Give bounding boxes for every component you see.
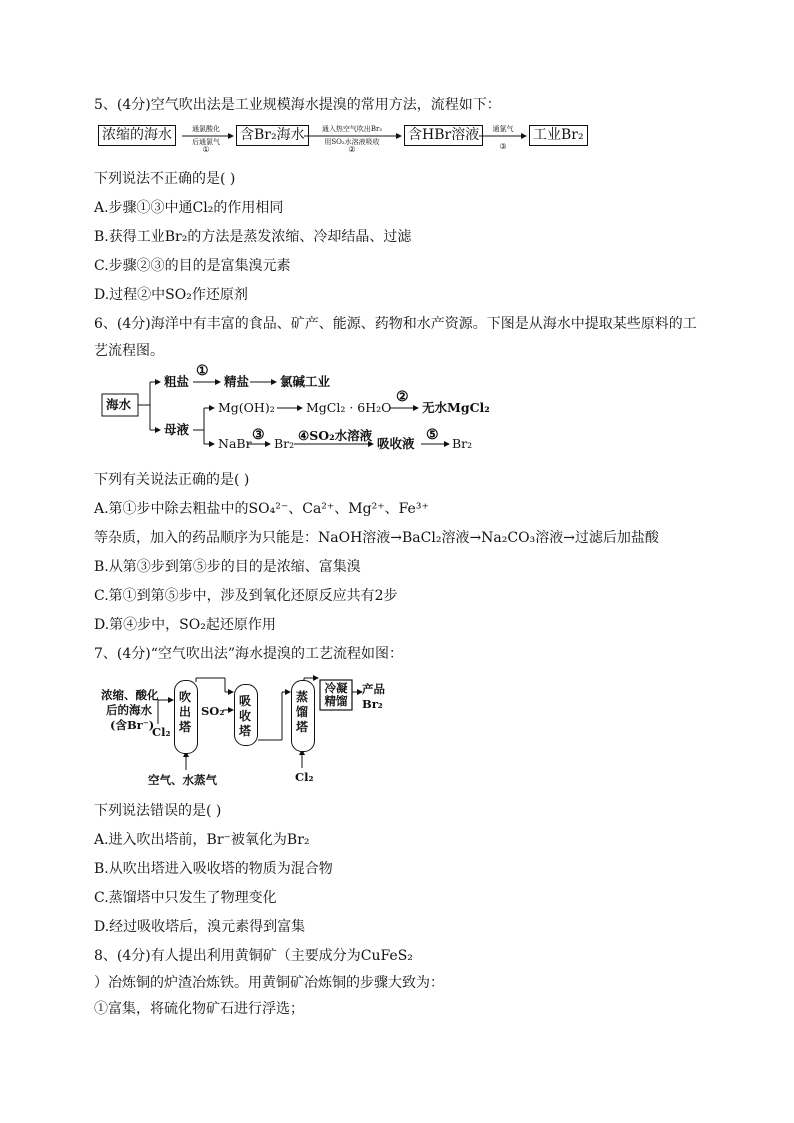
q5-arrow3-top: 通氯气 [492,125,514,133]
q5-option-c: C.步骤②③的目的是富集溴元素 [94,258,291,274]
q8-line3: ①富集，将硫化物矿石进行浮选； [94,1001,304,1017]
q8-line1: 8、(4分)有人提出利用黄铜矿（主要成分为CuFeS₂ [94,948,413,964]
q5-arrow1-top: 通氯酸化 [192,125,220,133]
q6-absorbent: 吸收液 [377,436,415,451]
q6-anhydrous-mgcl2: 无水MgCl₂ [422,400,490,415]
q5-stem: 5、(4分)空气吹出法是工业规模海水提溴的常用方法，流程如下： [94,97,501,113]
q6-seawater: 海水 [106,397,132,412]
q6-option-b: B.从第③步到第⑤步的目的是浓缩、富集溴 [94,559,361,575]
q6-step2: ② [396,389,409,405]
q6-stem-line1: 6、(4分)海洋中有丰富的食品、矿产、能源、药物和水产资源。下图是从海水中提取某些原料的工 [94,316,697,332]
q5-arrow2-bottom: 用SO₂水溶液吸收 [324,138,380,146]
q6-mgoh2: Mg(OH)₂ [218,400,275,415]
q5-box-concentrated-seawater: 浓缩的海水 [98,125,176,146]
q7-feed-line3: (含Br⁻) [110,718,155,732]
q6-option-a-line1: A.第①步中除去粗盐中的SO₄²⁻、Ca²⁺、Mg²⁺、Fe³⁺ [94,501,429,517]
q7-option-d: D.经过吸收塔后，溴元素得到富集 [94,919,306,935]
q7-condense-label: 冷凝精馏 [324,681,348,708]
q6-stem-line2: 艺流程图。 [94,343,164,359]
q7-option-a: A.进入吹出塔前，Br⁻被氧化为Br₂ [94,832,310,848]
q7-prompt: 下列说法错误的是( ) [94,803,222,819]
q6-step5: ⑤ [426,427,439,443]
q7-so2: SO₂ [201,704,225,718]
q7-option-c: C.蒸馏塔中只发生了物理变化 [94,890,277,906]
q7-air-steam: 空气、水蒸气 [148,773,217,787]
q6-option-a-line2: 等杂质，加入的药品顺序为只能是：NaOH溶液→BaCl₂溶液→Na₂CO₃溶液→过滤后加盐酸 [94,530,659,546]
q5-box-br2-seawater: 含Br₂海水 [236,125,309,146]
q6-option-d: D.第④步中，SO₂起还原作用 [94,617,276,633]
q6-step1: ① [196,363,209,379]
q8-line2: ）冶炼铜的炉渣冶炼铁。用黄铜矿冶炼铜的步骤大致为： [94,975,444,991]
q5-flow-arrows [0,0,794,160]
q7-product-line2: Br₂ [362,697,383,711]
q5-arrow1-step: ① [202,145,210,154]
q5-box-industrial-br2: 工业Br₂ [529,125,588,146]
q6-nabr: NaBr [218,436,252,451]
q7-tower-distill-label: 蒸馏塔 [295,690,308,734]
q6-br2-a: Br₂ [274,436,295,451]
q5-arrow2-top: 通入热空气吹出Br₂ [321,125,383,133]
q7-stem: 7、(4分)“空气吹出法”海水提溴的工艺流程如图： [94,646,404,662]
q5-prompt: 下列说法不正确的是( ) [94,171,236,187]
q6-chlor-alkali: 氯碱工业 [280,374,331,389]
q6-mother-liquor: 母液 [164,422,190,437]
q7-tower-blowout-label: 吹出塔 [178,690,191,734]
q5-arrow3-step: ③ [499,142,507,151]
q7-feed-line1: 浓缩、酸化 [101,688,159,702]
q6-option-c: C.第①到第⑤步中，涉及到氧化还原反应共有2步 [94,588,398,604]
q7-cl2-in2: Cl₂ [295,770,314,784]
q5-box-hbr-solution: 含HBr溶液 [404,125,483,146]
q5-option-d: D.过程②中SO₂作还原剂 [94,287,248,303]
q5-arrow1-bottom: 后通氯气 [192,138,220,146]
q5-arrow2-step: ② [348,145,356,154]
q6-crude-salt: 粗盐 [164,374,190,389]
q6-mgcl2-hydrate: MgCl₂ · 6H₂O [306,400,392,415]
q7-option-b: B.从吹出塔进入吸收塔的物质为混合物 [94,861,333,877]
q6-refined-salt: 精盐 [224,374,250,389]
q6-prompt: 下列有关说法正确的是( ) [94,472,250,488]
q7-product-line1: 产品 [362,682,385,696]
q5-option-a: A.步骤①③中通Cl₂的作用相同 [94,200,284,216]
q7-cl2-in1: Cl₂ [152,725,171,739]
q5-option-b: B.获得工业Br₂的方法是蒸发浓缩、冷却结晶、过滤 [94,229,412,245]
q6-step4: ④SO₂水溶液 [298,428,373,443]
q6-br2-b: Br₂ [452,436,473,451]
q6-step3: ③ [252,427,265,443]
q7-feed-line2: 后的海水 [106,703,152,717]
q7-tower-absorb-label: 吸收塔 [238,694,251,738]
